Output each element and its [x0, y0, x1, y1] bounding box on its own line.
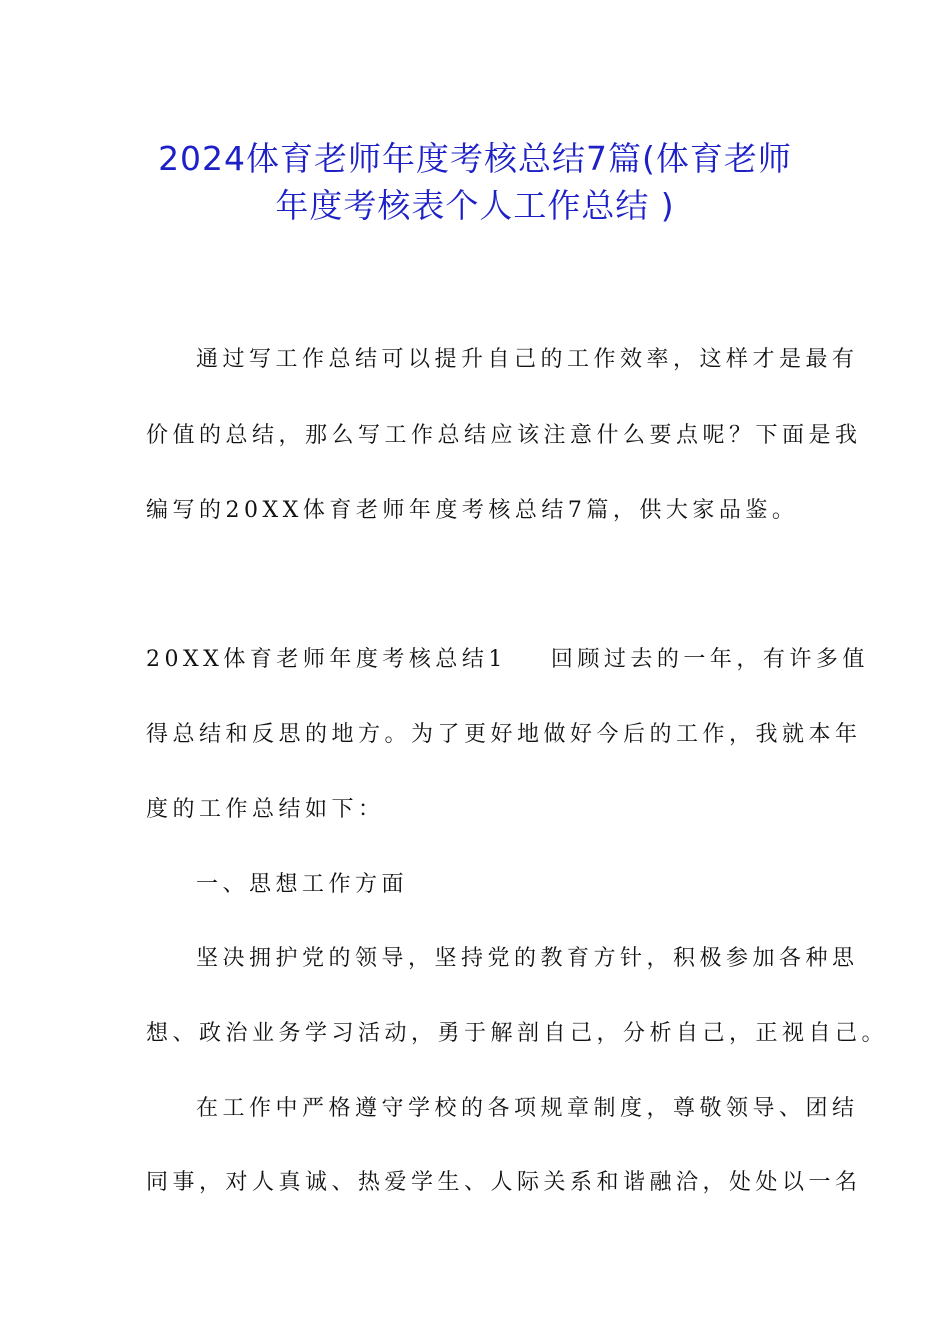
section-1-line-1-text: 回顾过去的一年，有许多值 [550, 647, 869, 672]
subheading-ideology: 一、思想工作方面 [196, 872, 409, 897]
intro-line-1: 通过写工作总结可以提升自己的工作效率，这样才是最有 [196, 347, 859, 372]
intro-line-2: 价值的总结，那么写工作总结应该注意什么要点呢？下面是我 [146, 423, 862, 448]
section-1-first-line [146, 645, 869, 675]
paragraph-3-line-2: 同事，对人真诚、热爱学生、人际关系和谐融洽，处处以一名 [146, 1170, 862, 1195]
document-title-line-2: 年度考核表个人工作总结 ) [275, 186, 675, 225]
section-1-heading: 20XX体育老师年度考核总结1 [146, 647, 507, 672]
paragraph-2-line-1: 坚决拥护党的领导，坚持党的教育方针，积极参加各种思 [196, 946, 859, 971]
paragraph-3-line-1: 在工作中严格遵守学校的各项规章制度，尊敬领导、团结 [196, 1096, 859, 1121]
section-1-line-2: 得总结和反思的地方。为了更好地做好今后的工作，我就本年 [146, 722, 862, 747]
intro-line-3: 编写的20XX体育老师年度考核总结7篇，供大家品鉴。 [146, 498, 799, 523]
section-1-line-3: 度的工作总结如下： [146, 797, 385, 822]
paragraph-2-line-2: 想、政治业务学习活动，勇于解剖自己，分析自己，正视自己。 [146, 1021, 889, 1046]
document-title-line-1: 2024体育老师年度考核总结7篇(体育老师 [158, 139, 792, 178]
